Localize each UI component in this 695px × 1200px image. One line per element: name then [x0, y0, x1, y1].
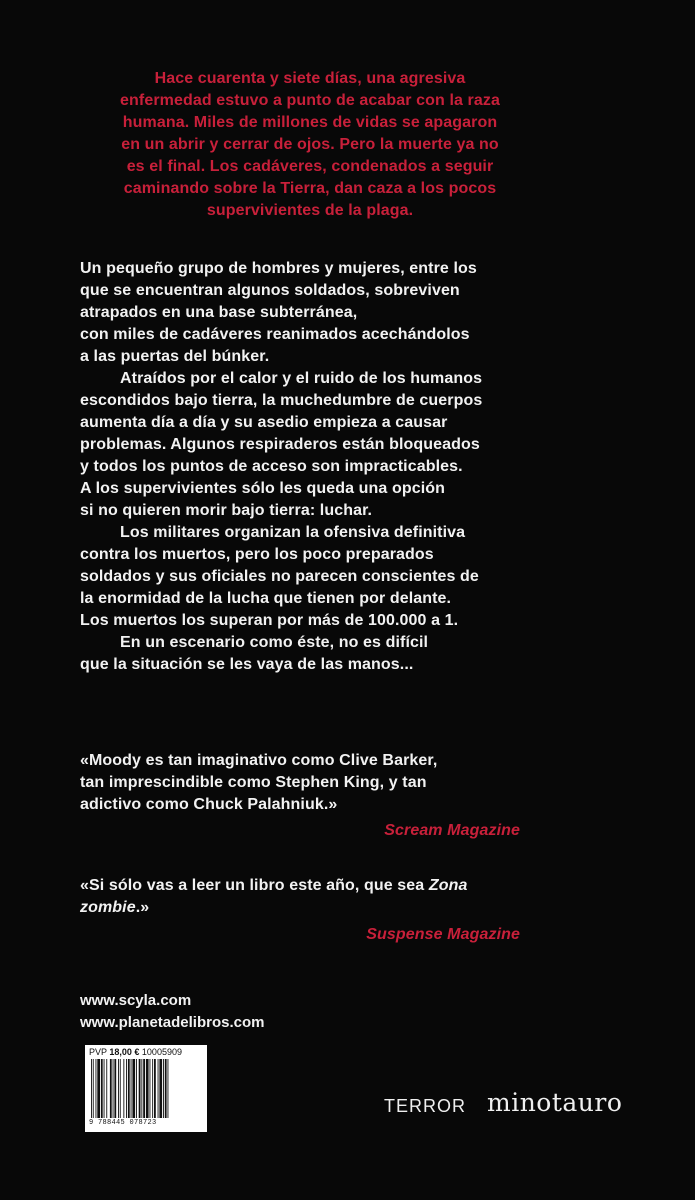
barcode-bar: [120, 1059, 121, 1118]
publisher-urls: [80, 990, 264, 1034]
blurb-body-line: Un pequeño grupo de hombres y mujeres, entre los: [80, 260, 477, 277]
review-quote-suspense: [80, 875, 540, 947]
barcode-bar: [152, 1059, 153, 1118]
barcode-bar: [114, 1059, 116, 1118]
book-title-part: Zona: [428, 877, 468, 894]
book-title-part: zombie: [80, 899, 136, 916]
barcode-bar: [113, 1059, 114, 1118]
blurb-body-line: la enormidad de la lucha que tienen por delante.: [80, 590, 452, 607]
blurb-intro-line: humana. Miles de millones de vidas se apagaron: [122, 114, 498, 131]
price: 18,00 €: [109, 1047, 140, 1057]
blurb-body-line: Los militares organizan la ofensiva definitiva: [120, 524, 466, 541]
blurb-intro-line: en un abrir y cerrar de ojos. Pero la muerte ya no: [121, 136, 499, 153]
barcode-bar: [118, 1059, 119, 1118]
review-quote-scream: [80, 750, 540, 843]
blurb-body-line: soldados y sus oficiales no parecen conscientes de: [80, 568, 479, 585]
barcode-bar: [132, 1059, 135, 1118]
barcode-bar: [158, 1059, 159, 1118]
barcode-bar: [106, 1059, 107, 1118]
blurb-intro: [80, 68, 540, 222]
quote-source: Scream Magazine: [384, 822, 520, 839]
barcode-bar: [110, 1059, 112, 1118]
blurb-body-line: y todos los puntos de acceso son impracticables.: [80, 458, 463, 475]
blurb-body-line: Atraídos por el calor y el ruido de los humanos: [120, 370, 483, 387]
blurb-body-line: Los muertos los superan por más de 100.000 a 1.: [80, 612, 459, 629]
barcode-bar: [143, 1059, 145, 1118]
blurb-intro-line: caminando sobre la Tierra, dan caza a los pocos: [123, 180, 497, 197]
genre-label: TERROR: [384, 1096, 466, 1116]
barcode-bar: [126, 1059, 127, 1118]
url-planeta: www.planetadelibros.com: [80, 1014, 265, 1031]
quote-line: tan imprescindible como Stephen King, y tan: [80, 774, 427, 791]
blurb-body-line: si no quieren morir bajo tierra: luchar.: [80, 502, 373, 519]
barcode-bar: [136, 1059, 137, 1118]
barcode-bar: [128, 1059, 130, 1118]
product-code: 10005909: [141, 1047, 182, 1057]
price-row: [89, 1047, 182, 1057]
publisher-logo: minotauro: [487, 1088, 623, 1117]
barcode-bar: [141, 1059, 142, 1118]
blurb-body-line: escondidos bajo tierra, la muchedumbre de cuerpos: [80, 392, 483, 409]
quote-line: «Moody es tan imaginativo como Clive Barker,: [80, 752, 438, 769]
barcode-bar: [154, 1059, 156, 1118]
barcode-bar: [163, 1059, 164, 1118]
blurb-intro-line: supervivientes de la plaga.: [206, 202, 414, 219]
blurb-body-line: a las puertas del búnker.: [80, 348, 270, 365]
blurb-body-line: atrapados en una base subterránea,: [80, 304, 358, 321]
blurb-body-line: que la situación se les vaya de las manos...: [80, 656, 414, 673]
blurb-intro-line: es el final. Los cadáveres, condenados a seguir: [126, 158, 494, 175]
quote-line: [80, 875, 540, 897]
barcode-bar: [146, 1059, 149, 1118]
blurb-body-line: problemas. Algunos respiraderos están bloqueados: [80, 436, 480, 453]
blurb-intro-line: Hace cuarenta y siete días, una agresiva: [154, 70, 466, 87]
quote-text: «Si sólo vas a leer un libro este año, que sea: [80, 877, 429, 894]
quote-line: [80, 897, 540, 919]
barcode-bar: [97, 1059, 100, 1118]
blurb-body-line: contra los muertos, pero los poco preparados: [80, 546, 434, 563]
barcode-label: [85, 1045, 207, 1132]
quote-text: .»: [135, 899, 150, 916]
blurb-body-line: que se encuentran algunos soldados, sobreviven: [80, 282, 460, 299]
barcode-bar: [101, 1059, 103, 1118]
pvp-label: PVP: [89, 1047, 107, 1057]
barcode-bar: [168, 1059, 169, 1118]
blurb-body-line: con miles de cadáveres reanimados acechándolos: [80, 326, 470, 343]
blurb-body: [80, 258, 540, 676]
quote-source: Suspense Magazine: [366, 926, 520, 943]
barcode-bar: [91, 1059, 92, 1118]
barcode-bar: [139, 1059, 141, 1118]
url-scyla: www.scyla.com: [80, 992, 192, 1009]
barcode-icon: [89, 1059, 203, 1118]
blurb-body-line: A los supervivientes sólo les queda una opción: [80, 480, 445, 497]
barcode-bar: [104, 1059, 105, 1118]
barcode-bar: [93, 1059, 94, 1118]
blurb-body-line: aumenta día a día y su asedio empieza a causar: [80, 414, 448, 431]
barcode-bar: [123, 1059, 124, 1118]
barcode-bar: [96, 1059, 97, 1118]
blurb-body-line: En un escenario como éste, no es difícil: [120, 634, 429, 651]
barcode-bar: [150, 1059, 151, 1118]
barcode-bar: [159, 1059, 162, 1118]
quote-line: adictivo como Chuck Palahniuk.»: [80, 796, 338, 813]
blurb-intro-line: enfermedad estuvo a punto de acabar con la raza: [120, 92, 500, 109]
barcode-digits: 9 788445 078723: [89, 1119, 157, 1127]
barcode-bar: [131, 1059, 132, 1118]
barcode-bar: [165, 1059, 167, 1118]
